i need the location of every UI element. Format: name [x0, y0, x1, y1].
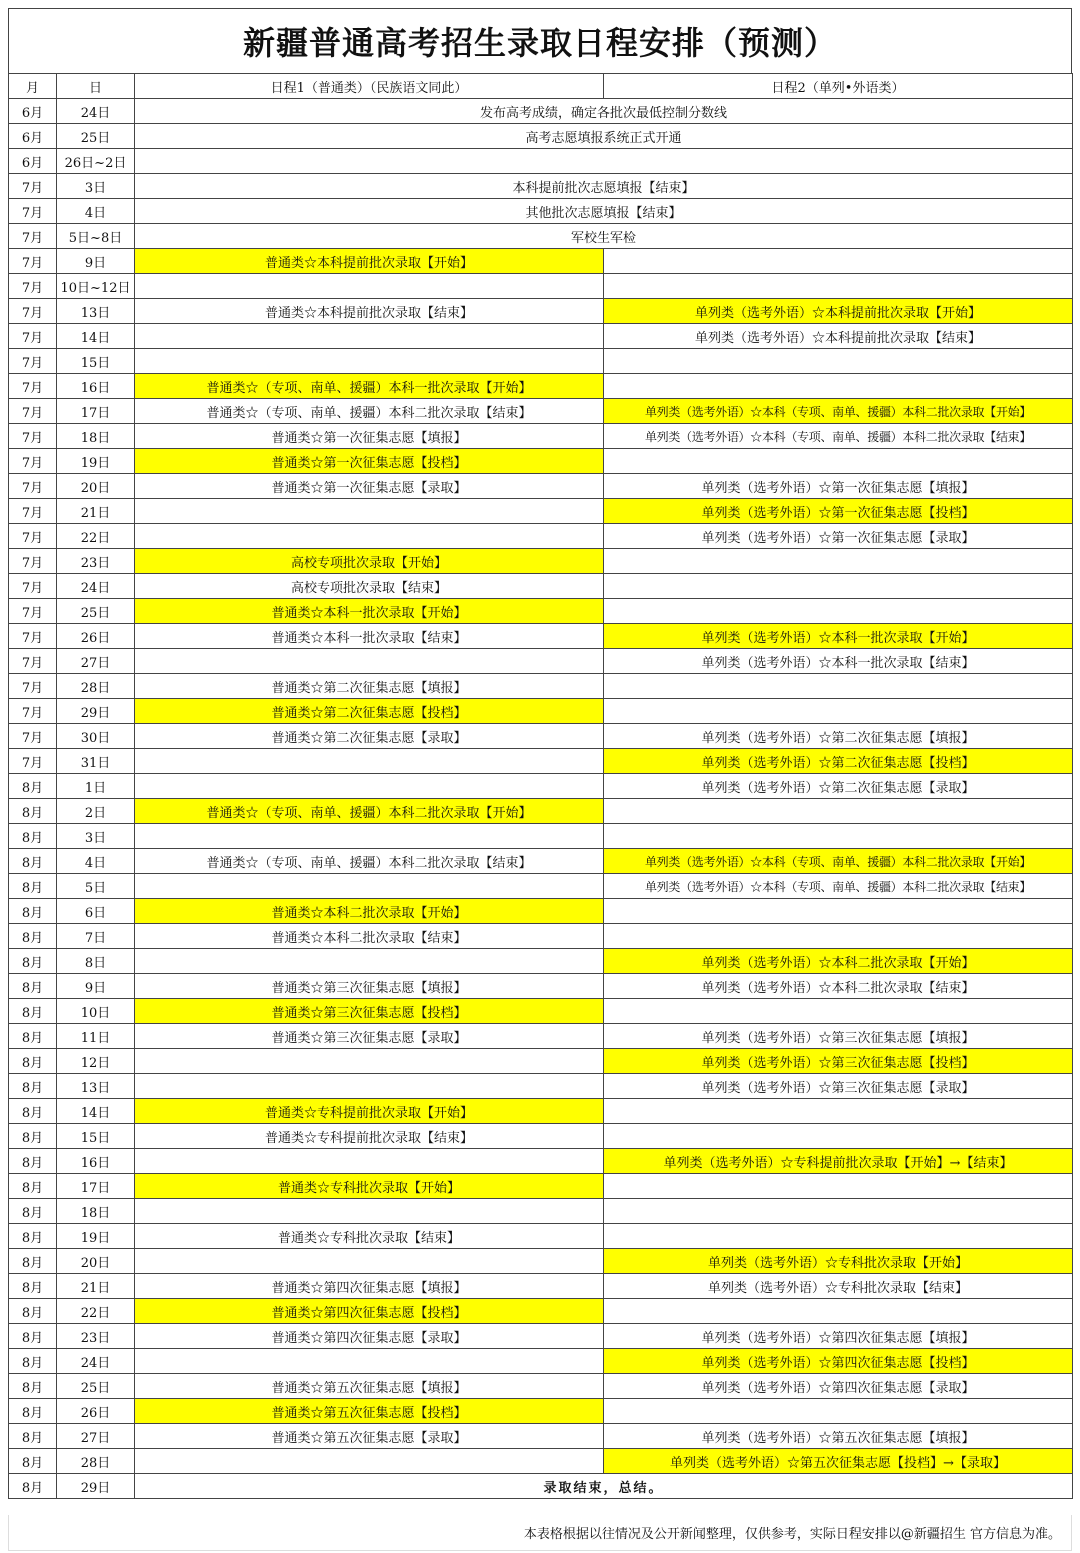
- month-cell: 8月: [9, 1099, 57, 1124]
- table-row: [9, 324, 1073, 349]
- day-cell: 24日: [57, 1349, 135, 1374]
- month-cell: 8月: [9, 1024, 57, 1049]
- schedule-1-cell: 高校专项批次录取【开始】: [135, 549, 604, 574]
- day-cell: 26日: [57, 624, 135, 649]
- month-cell: 7月: [9, 249, 57, 274]
- month-cell: 7月: [9, 649, 57, 674]
- schedule-1-cell: [135, 1149, 604, 1174]
- table-row: [9, 649, 1073, 674]
- month-cell: 8月: [9, 774, 57, 799]
- schedule-1-cell: [135, 1074, 604, 1099]
- schedule-1-cell: 普通类☆本科一批次录取【开始】: [135, 599, 604, 624]
- month-cell: 7月: [9, 599, 57, 624]
- schedule-2-cell: 单列类（选考外语）☆第三次征集志愿【录取】: [604, 1074, 1073, 1099]
- month-cell: 7月: [9, 549, 57, 574]
- schedule-2-cell: [604, 1174, 1073, 1199]
- day-cell: 22日: [57, 1299, 135, 1324]
- month-cell: 8月: [9, 1474, 57, 1499]
- month-cell: 8月: [9, 1324, 57, 1349]
- page-title: 新疆普通高考招生录取日程安排（预测）: [8, 8, 1072, 73]
- day-cell: 11日: [57, 1024, 135, 1049]
- table-row: [9, 1424, 1073, 1449]
- schedule-2-cell: 单列类（选考外语）☆本科提前批次录取【结束】: [604, 324, 1073, 349]
- schedule-1-cell: 普通类☆第三次征集志愿【录取】: [135, 1024, 604, 1049]
- table-row: [9, 199, 1073, 224]
- schedule-2-cell: [604, 799, 1073, 824]
- header-schedule-2: 日程2（单列•外语类）: [604, 74, 1073, 99]
- table-row: [9, 1124, 1073, 1149]
- schedule-2-cell: [604, 349, 1073, 374]
- month-cell: 7月: [9, 424, 57, 449]
- schedule-1-cell: [135, 774, 604, 799]
- footnote: 本表格根据以往情况及公开新闻整理，仅供参考，实际日程安排以@新疆招生 官方信息为准。: [8, 1515, 1072, 1551]
- month-cell: 8月: [9, 1449, 57, 1474]
- schedule-1-cell: [135, 874, 604, 899]
- day-cell: 12日: [57, 1049, 135, 1074]
- table-row: [9, 549, 1073, 574]
- month-cell: 8月: [9, 899, 57, 924]
- day-cell: 4日: [57, 199, 135, 224]
- schedule-1-cell: 普通类☆第五次征集志愿【填报】: [135, 1374, 604, 1399]
- merged-schedule-cell: 本科提前批次志愿填报【结束】: [135, 174, 1073, 199]
- schedule-2-cell: [604, 549, 1073, 574]
- schedule-2-cell: 单列类（选考外语）☆第一次征集志愿【投档】: [604, 499, 1073, 524]
- month-cell: 8月: [9, 1074, 57, 1099]
- month-cell: 8月: [9, 1424, 57, 1449]
- table-row: [9, 1449, 1073, 1474]
- month-cell: 7月: [9, 724, 57, 749]
- schedule-2-cell: 单列类（选考外语）☆本科（专项、南单、援疆）本科二批次录取【结束】: [604, 424, 1073, 449]
- day-cell: 16日: [57, 1149, 135, 1174]
- table-row: [9, 1024, 1073, 1049]
- table-row: [9, 1474, 1073, 1499]
- schedule-1-cell: 普通类☆（专项、南单、援疆）本科二批次录取【结束】: [135, 849, 604, 874]
- schedule-2-cell: 单列类（选考外语）☆本科（专项、南单、援疆）本科二批次录取【开始】: [604, 399, 1073, 424]
- day-cell: 27日: [57, 649, 135, 674]
- schedule-2-cell: [604, 1124, 1073, 1149]
- day-cell: 14日: [57, 1099, 135, 1124]
- month-cell: 6月: [9, 149, 57, 174]
- schedule-2-cell: [604, 999, 1073, 1024]
- merged-schedule-cell: [135, 149, 1073, 174]
- month-cell: 7月: [9, 674, 57, 699]
- table-row: [9, 949, 1073, 974]
- month-cell: 7月: [9, 449, 57, 474]
- day-cell: 26日~2日: [57, 149, 135, 174]
- month-cell: 8月: [9, 1199, 57, 1224]
- month-cell: 8月: [9, 1174, 57, 1199]
- table-row: [9, 99, 1073, 124]
- table-row: [9, 124, 1073, 149]
- month-cell: 7月: [9, 299, 57, 324]
- schedule-2-cell: 单列类（选考外语）☆第五次征集志愿【投档】→【录取】: [604, 1449, 1073, 1474]
- day-cell: 28日: [57, 674, 135, 699]
- table-row: [9, 149, 1073, 174]
- schedule-1-cell: 普通类☆专科提前批次录取【结束】: [135, 1124, 604, 1149]
- table-row: [9, 249, 1073, 274]
- schedule-2-cell: [604, 824, 1073, 849]
- month-cell: 8月: [9, 1249, 57, 1274]
- table-row: [9, 1249, 1073, 1274]
- table-row: [9, 174, 1073, 199]
- schedule-2-cell: 单列类（选考外语）☆第二次征集志愿【投档】: [604, 749, 1073, 774]
- table-row: [9, 474, 1073, 499]
- table-row: [9, 1299, 1073, 1324]
- day-cell: 4日: [57, 849, 135, 874]
- schedule-2-cell: 单列类（选考外语）☆本科二批次录取【开始】: [604, 949, 1073, 974]
- month-cell: 7月: [9, 624, 57, 649]
- day-cell: 20日: [57, 474, 135, 499]
- schedule-1-cell: [135, 1449, 604, 1474]
- schedule-2-cell: [604, 1199, 1073, 1224]
- schedule-1-cell: 普通类☆第三次征集志愿【投档】: [135, 999, 604, 1024]
- table-row: [9, 1049, 1073, 1074]
- day-cell: 15日: [57, 1124, 135, 1149]
- table-row: [9, 1399, 1073, 1424]
- table-row: [9, 499, 1073, 524]
- schedule-2-cell: 单列类（选考外语）☆本科一批次录取【开始】: [604, 624, 1073, 649]
- table-row: [9, 1174, 1073, 1199]
- month-cell: 7月: [9, 524, 57, 549]
- day-cell: 9日: [57, 249, 135, 274]
- table-row: [9, 399, 1073, 424]
- table-row: [9, 374, 1073, 399]
- schedule-2-cell: [604, 374, 1073, 399]
- day-cell: 9日: [57, 974, 135, 999]
- month-cell: 8月: [9, 1274, 57, 1299]
- table-row: [9, 599, 1073, 624]
- table-row: [9, 1149, 1073, 1174]
- schedule-2-cell: 单列类（选考外语）☆专科批次录取【开始】: [604, 1249, 1073, 1274]
- table-row: [9, 724, 1073, 749]
- schedule-1-cell: 普通类☆本科提前批次录取【开始】: [135, 249, 604, 274]
- schedule-1-cell: 普通类☆第五次征集志愿【投档】: [135, 1399, 604, 1424]
- schedule-1-cell: [135, 499, 604, 524]
- month-cell: 8月: [9, 1399, 57, 1424]
- day-cell: 29日: [57, 1474, 135, 1499]
- merged-schedule-cell: 发布高考成绩，确定各批次最低控制分数线: [135, 99, 1073, 124]
- day-cell: 2日: [57, 799, 135, 824]
- table-row: [9, 1324, 1073, 1349]
- schedule-1-cell: [135, 1249, 604, 1274]
- table-row: [9, 424, 1073, 449]
- schedule-2-cell: 单列类（选考外语）☆本科二批次录取【结束】: [604, 974, 1073, 999]
- day-cell: 16日: [57, 374, 135, 399]
- table-row: [9, 224, 1073, 249]
- schedule-1-cell: 普通类☆本科二批次录取【开始】: [135, 899, 604, 924]
- schedule-1-cell: [135, 349, 604, 374]
- day-cell: 15日: [57, 349, 135, 374]
- schedule-1-cell: [135, 749, 604, 774]
- month-cell: 8月: [9, 799, 57, 824]
- schedule-1-cell: [135, 274, 604, 299]
- day-cell: 6日: [57, 899, 135, 924]
- table-row: [9, 624, 1073, 649]
- day-cell: 19日: [57, 1224, 135, 1249]
- schedule-2-cell: [604, 899, 1073, 924]
- table-row: [9, 574, 1073, 599]
- month-cell: 8月: [9, 1149, 57, 1174]
- table-row: [9, 449, 1073, 474]
- schedule-1-cell: 普通类☆第三次征集志愿【填报】: [135, 974, 604, 999]
- month-cell: 7月: [9, 274, 57, 299]
- table-row: [9, 1099, 1073, 1124]
- schedule-1-cell: 普通类☆本科二批次录取【结束】: [135, 924, 604, 949]
- schedule-2-cell: [604, 674, 1073, 699]
- table-row: [9, 849, 1073, 874]
- merged-schedule-cell: 录取结束，总结。: [135, 1474, 1073, 1499]
- month-cell: 8月: [9, 949, 57, 974]
- day-cell: 3日: [57, 174, 135, 199]
- schedule-table: [8, 73, 1073, 1499]
- schedule-2-cell: 单列类（选考外语）☆第一次征集志愿【填报】: [604, 474, 1073, 499]
- schedule-1-cell: 普通类☆专科提前批次录取【开始】: [135, 1099, 604, 1124]
- month-cell: 7月: [9, 499, 57, 524]
- month-cell: 7月: [9, 224, 57, 249]
- month-cell: 7月: [9, 749, 57, 774]
- schedule-1-cell: 普通类☆第一次征集志愿【填报】: [135, 424, 604, 449]
- day-cell: 21日: [57, 499, 135, 524]
- month-cell: 7月: [9, 574, 57, 599]
- schedule-2-cell: [604, 274, 1073, 299]
- month-cell: 8月: [9, 974, 57, 999]
- schedule-2-cell: [604, 574, 1073, 599]
- day-cell: 24日: [57, 99, 135, 124]
- day-cell: 18日: [57, 424, 135, 449]
- month-cell: 7月: [9, 474, 57, 499]
- schedule-1-cell: [135, 1349, 604, 1374]
- schedule-1-cell: 普通类☆专科批次录取【开始】: [135, 1174, 604, 1199]
- day-cell: 25日: [57, 124, 135, 149]
- table-row: [9, 899, 1073, 924]
- schedule-2-cell: [604, 924, 1073, 949]
- day-cell: 17日: [57, 1174, 135, 1199]
- schedule-2-cell: 单列类（选考外语）☆专科批次录取【结束】: [604, 1274, 1073, 1299]
- schedule-2-cell: 单列类（选考外语）☆第二次征集志愿【填报】: [604, 724, 1073, 749]
- table-row: [9, 799, 1073, 824]
- schedule-2-cell: [604, 249, 1073, 274]
- schedule-1-cell: 普通类☆（专项、南单、援疆）本科二批次录取【结束】: [135, 399, 604, 424]
- schedule-2-cell: 单列类（选考外语）☆第四次征集志愿【投档】: [604, 1349, 1073, 1374]
- schedule-1-cell: 普通类☆第二次征集志愿【填报】: [135, 674, 604, 699]
- schedule-1-cell: 普通类☆本科提前批次录取【结束】: [135, 299, 604, 324]
- day-cell: 28日: [57, 1449, 135, 1474]
- day-cell: 13日: [57, 1074, 135, 1099]
- schedule-2-cell: [604, 1399, 1073, 1424]
- schedule-1-cell: 普通类☆第四次征集志愿【录取】: [135, 1324, 604, 1349]
- month-cell: 8月: [9, 924, 57, 949]
- day-cell: 29日: [57, 699, 135, 724]
- merged-schedule-cell: 军校生军检: [135, 224, 1073, 249]
- table-row: [9, 1224, 1073, 1249]
- table-row: [9, 349, 1073, 374]
- schedule-1-cell: 普通类☆第四次征集志愿【投档】: [135, 1299, 604, 1324]
- month-cell: 8月: [9, 1349, 57, 1374]
- month-cell: 7月: [9, 324, 57, 349]
- schedule-2-cell: 单列类（选考外语）☆本科提前批次录取【开始】: [604, 299, 1073, 324]
- schedule-1-cell: 普通类☆（专项、南单、援疆）本科二批次录取【开始】: [135, 799, 604, 824]
- schedule-1-cell: 普通类☆第二次征集志愿【投档】: [135, 699, 604, 724]
- month-cell: 6月: [9, 99, 57, 124]
- day-cell: 26日: [57, 1399, 135, 1424]
- day-cell: 22日: [57, 524, 135, 549]
- day-cell: 31日: [57, 749, 135, 774]
- month-cell: 7月: [9, 349, 57, 374]
- month-cell: 7月: [9, 374, 57, 399]
- schedule-2-cell: 单列类（选考外语）☆第五次征集志愿【填报】: [604, 1424, 1073, 1449]
- table-row: [9, 824, 1073, 849]
- day-cell: 23日: [57, 1324, 135, 1349]
- merged-schedule-cell: 高考志愿填报系统正式开通: [135, 124, 1073, 149]
- day-cell: 1日: [57, 774, 135, 799]
- table-row: [9, 1374, 1073, 1399]
- day-cell: 21日: [57, 1274, 135, 1299]
- day-cell: 30日: [57, 724, 135, 749]
- day-cell: 20日: [57, 1249, 135, 1274]
- day-cell: 5日: [57, 874, 135, 899]
- month-cell: 8月: [9, 1299, 57, 1324]
- day-cell: 13日: [57, 299, 135, 324]
- day-cell: 23日: [57, 549, 135, 574]
- month-cell: 8月: [9, 1374, 57, 1399]
- table-row: [9, 524, 1073, 549]
- header-row: [9, 74, 1073, 99]
- schedule-1-cell: [135, 524, 604, 549]
- table-row: [9, 1074, 1073, 1099]
- schedule-2-cell: 单列类（选考外语）☆专科提前批次录取【开始】→【结束】: [604, 1149, 1073, 1174]
- day-cell: 24日: [57, 574, 135, 599]
- table-row: [9, 299, 1073, 324]
- table-row: [9, 1349, 1073, 1374]
- table-row: [9, 999, 1073, 1024]
- schedule-1-cell: 普通类☆第一次征集志愿【投档】: [135, 449, 604, 474]
- schedule-2-cell: [604, 1099, 1073, 1124]
- schedule-2-cell: [604, 449, 1073, 474]
- table-row: [9, 274, 1073, 299]
- schedule-1-cell: 普通类☆（专项、南单、援疆）本科一批次录取【开始】: [135, 374, 604, 399]
- header-schedule-1: 日程1（普通类）（民族语文同此）: [135, 74, 604, 99]
- day-cell: 10日~12日: [57, 274, 135, 299]
- schedule-2-cell: 单列类（选考外语）☆第一次征集志愿【录取】: [604, 524, 1073, 549]
- day-cell: 7日: [57, 924, 135, 949]
- month-cell: 6月: [9, 124, 57, 149]
- month-cell: 8月: [9, 1049, 57, 1074]
- table-row: [9, 749, 1073, 774]
- schedule-1-cell: 普通类☆第五次征集志愿【录取】: [135, 1424, 604, 1449]
- schedule-1-cell: [135, 1049, 604, 1074]
- schedule-1-cell: [135, 649, 604, 674]
- month-cell: 8月: [9, 824, 57, 849]
- schedule-rows: [9, 99, 1073, 1499]
- header-day: 日: [57, 74, 135, 99]
- month-cell: 8月: [9, 874, 57, 899]
- month-cell: 7月: [9, 174, 57, 199]
- merged-schedule-cell: 其他批次志愿填报【结束】: [135, 199, 1073, 224]
- schedule-2-cell: 单列类（选考外语）☆本科（专项、南单、援疆）本科二批次录取【结束】: [604, 874, 1073, 899]
- schedule-2-cell: [604, 599, 1073, 624]
- month-cell: 8月: [9, 999, 57, 1024]
- day-cell: 5日~8日: [57, 224, 135, 249]
- day-cell: 27日: [57, 1424, 135, 1449]
- header-month: 月: [9, 74, 57, 99]
- day-cell: 3日: [57, 824, 135, 849]
- day-cell: 25日: [57, 1374, 135, 1399]
- table-row: [9, 699, 1073, 724]
- schedule-2-cell: [604, 1299, 1073, 1324]
- schedule-1-cell: 普通类☆第二次征集志愿【录取】: [135, 724, 604, 749]
- schedule-2-cell: 单列类（选考外语）☆第四次征集志愿【填报】: [604, 1324, 1073, 1349]
- day-cell: 17日: [57, 399, 135, 424]
- day-cell: 18日: [57, 1199, 135, 1224]
- schedule-2-cell: 单列类（选考外语）☆第三次征集志愿【填报】: [604, 1024, 1073, 1049]
- month-cell: 8月: [9, 1224, 57, 1249]
- day-cell: 10日: [57, 999, 135, 1024]
- schedule-1-cell: 普通类☆第一次征集志愿【录取】: [135, 474, 604, 499]
- day-cell: 19日: [57, 449, 135, 474]
- schedule-2-cell: [604, 1224, 1073, 1249]
- day-cell: 8日: [57, 949, 135, 974]
- schedule-2-cell: 单列类（选考外语）☆第四次征集志愿【录取】: [604, 1374, 1073, 1399]
- table-row: [9, 774, 1073, 799]
- schedule-2-cell: 单列类（选考外语）☆本科一批次录取【结束】: [604, 649, 1073, 674]
- table-row: [9, 924, 1073, 949]
- schedule-1-cell: [135, 324, 604, 349]
- schedule-1-cell: 普通类☆本科一批次录取【结束】: [135, 624, 604, 649]
- schedule-2-cell: 单列类（选考外语）☆第三次征集志愿【投档】: [604, 1049, 1073, 1074]
- schedule-1-cell: 高校专项批次录取【结束】: [135, 574, 604, 599]
- day-cell: 25日: [57, 599, 135, 624]
- table-row: [9, 1199, 1073, 1224]
- month-cell: 7月: [9, 199, 57, 224]
- schedule-1-cell: 普通类☆第四次征集志愿【填报】: [135, 1274, 604, 1299]
- month-cell: 7月: [9, 699, 57, 724]
- schedule-1-cell: [135, 1199, 604, 1224]
- table-row: [9, 674, 1073, 699]
- table-row: [9, 1274, 1073, 1299]
- schedule-1-cell: 普通类☆专科批次录取【结束】: [135, 1224, 604, 1249]
- month-cell: 7月: [9, 399, 57, 424]
- month-cell: 8月: [9, 849, 57, 874]
- month-cell: 8月: [9, 1124, 57, 1149]
- schedule-2-cell: [604, 699, 1073, 724]
- schedule-1-cell: [135, 824, 604, 849]
- schedule-2-cell: 单列类（选考外语）☆第二次征集志愿【录取】: [604, 774, 1073, 799]
- schedule-2-cell: 单列类（选考外语）☆本科（专项、南单、援疆）本科二批次录取【开始】: [604, 849, 1073, 874]
- schedule-1-cell: [135, 949, 604, 974]
- table-row: [9, 874, 1073, 899]
- table-row: [9, 974, 1073, 999]
- day-cell: 14日: [57, 324, 135, 349]
